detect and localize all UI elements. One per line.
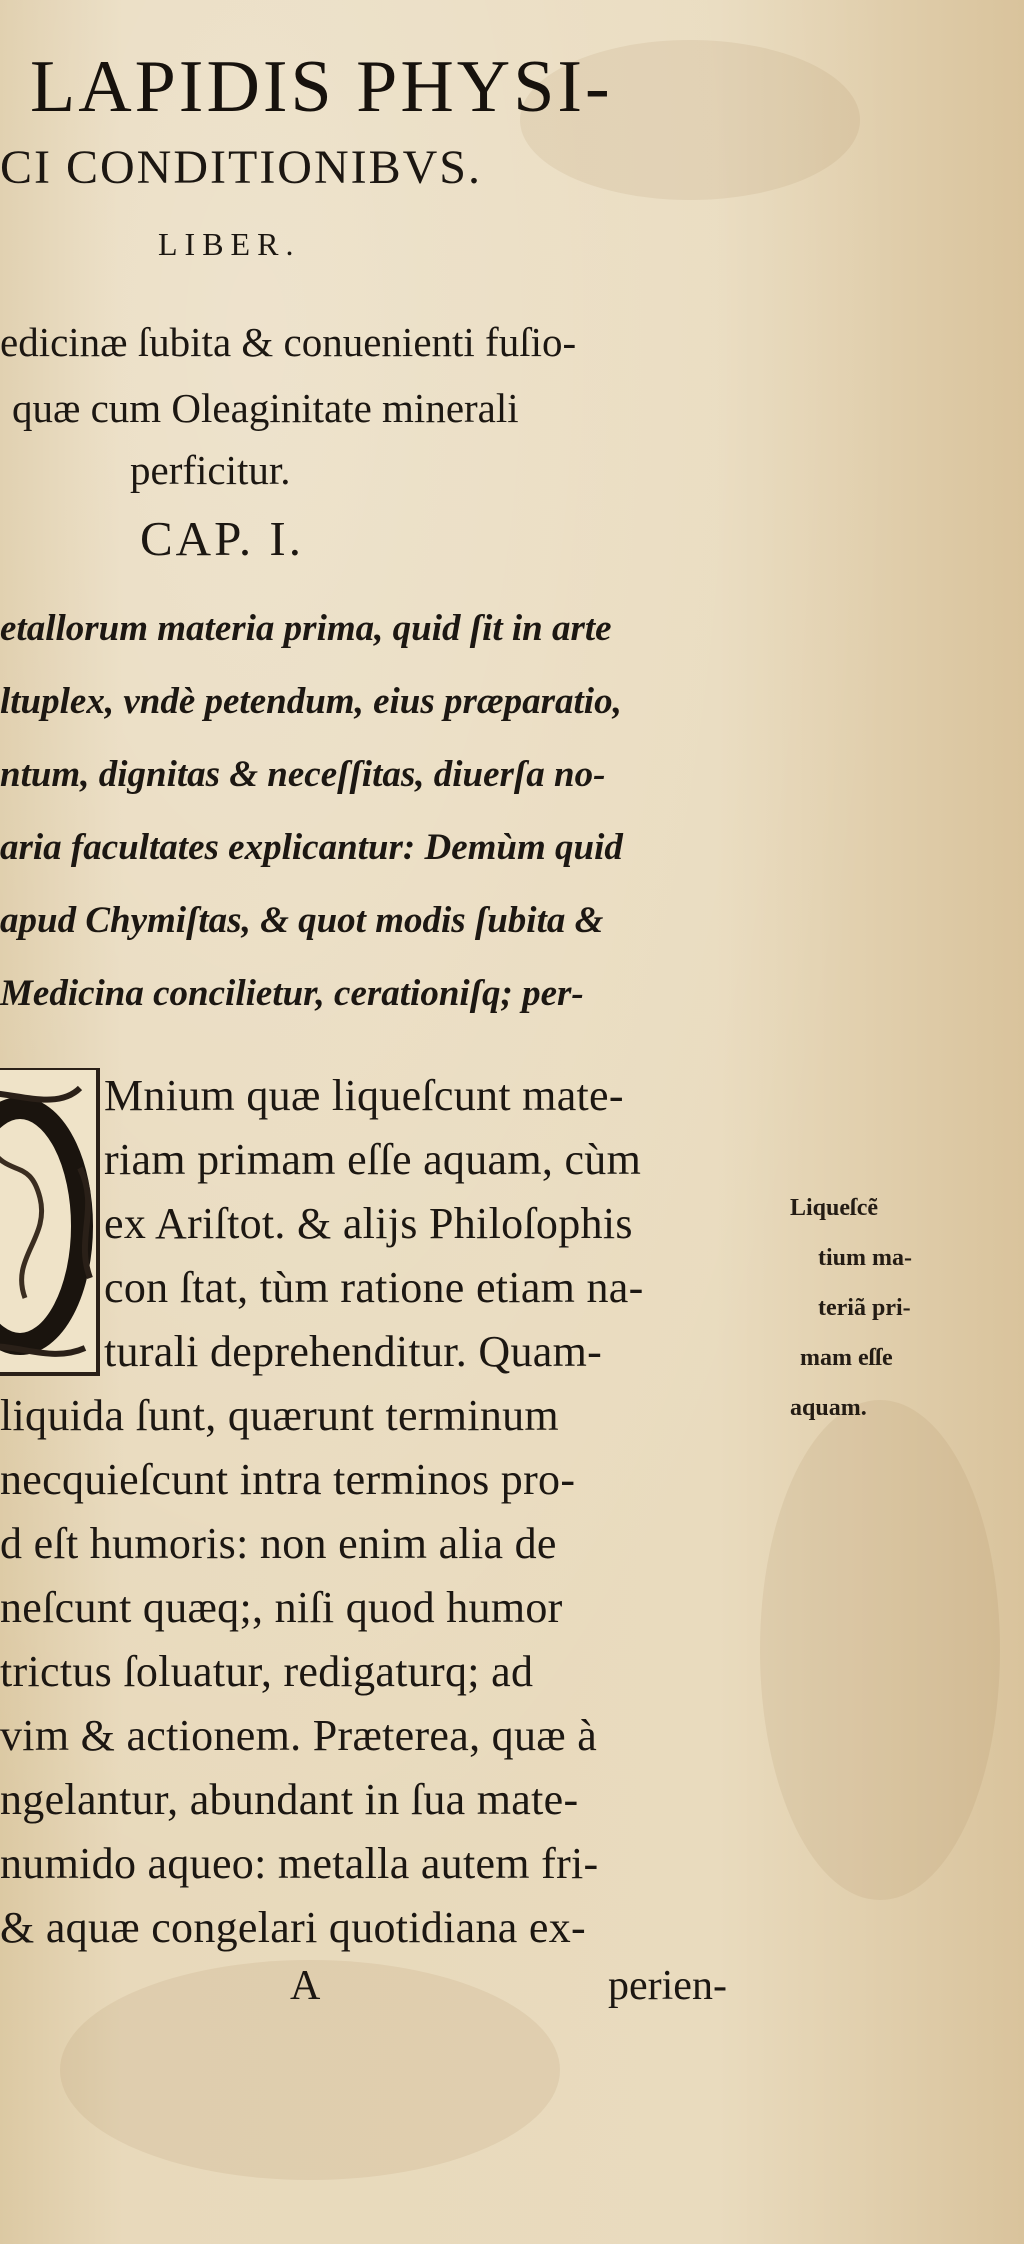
body-line: d eſt humoris: non enim alia de (0, 1519, 557, 1568)
decorated-initial-o (0, 1068, 102, 1378)
marginal-note-line: mam eſſe (800, 1345, 893, 1371)
marginal-note-line: tium ma- (818, 1245, 912, 1271)
catchword: perien- (608, 1963, 727, 2009)
body-line: & aquæ congelari quotidiana ex- (0, 1903, 587, 1952)
summary-line: ntum, dignitas & neceſſitas, diuerſa no- (0, 754, 606, 795)
chapter-number: CAP. I. (140, 511, 304, 566)
body-line: vim & actionem. Præterea, quæ à (0, 1711, 598, 1760)
paper-stain (760, 1400, 1000, 1900)
body-line: turali deprehenditur. Quam- (104, 1327, 603, 1376)
summary-line: ltuplex, vndè petendum, eius præparatio, (0, 681, 622, 722)
body-line: neſcunt quæq;, niſi quod humor (0, 1583, 563, 1632)
body-line: riam primam eſſe aquam, cùm (104, 1135, 642, 1184)
summary-line: apud Chymiſtas, & quot modis ſubita & (0, 900, 604, 941)
summary-line: aria facultates explicantur: Demùm quid (0, 827, 623, 868)
marginal-note-line: aquam. (790, 1395, 867, 1421)
summary-line: etallorum materia prima, quid ſit in arte (0, 608, 612, 649)
summary-line: Medicina concilietur, cerationiſq; per- (0, 973, 584, 1014)
body-line: liquida ſunt, quærunt terminum (0, 1391, 559, 1440)
running-title: LAPIDIS PHYSI- (30, 46, 613, 128)
signature-mark: A (290, 1963, 321, 2009)
body-line: trictus ſoluatur, redigaturq; ad (0, 1647, 534, 1696)
book-label: LIBER. (158, 226, 301, 262)
body-line: Mnium quæ liqueſcunt mate- (104, 1071, 624, 1120)
chapter-heading-line: edicinæ ſubita & conuenienti fuſio- (0, 319, 577, 365)
marginal-note-line: teriã pri- (818, 1295, 911, 1321)
running-title-continued: CI CONDITIONIBVS. (0, 141, 482, 194)
body-line: con ſtat, tùm ratione etiam na- (104, 1263, 644, 1312)
body-line: ngelantur, abundant in ſua mate- (0, 1775, 579, 1824)
body-line: numido aqueo: metalla autem fri- (0, 1839, 599, 1888)
chapter-heading-line: quæ cum Oleaginitate minerali (12, 385, 519, 431)
marginal-note-line: Liqueſcẽ (790, 1195, 878, 1221)
body-line: necquieſcunt intra terminos pro- (0, 1455, 576, 1504)
chapter-heading-line: perficitur. (130, 447, 291, 493)
body-line: ex Ariſtot. & alijs Philoſophis (104, 1199, 633, 1248)
